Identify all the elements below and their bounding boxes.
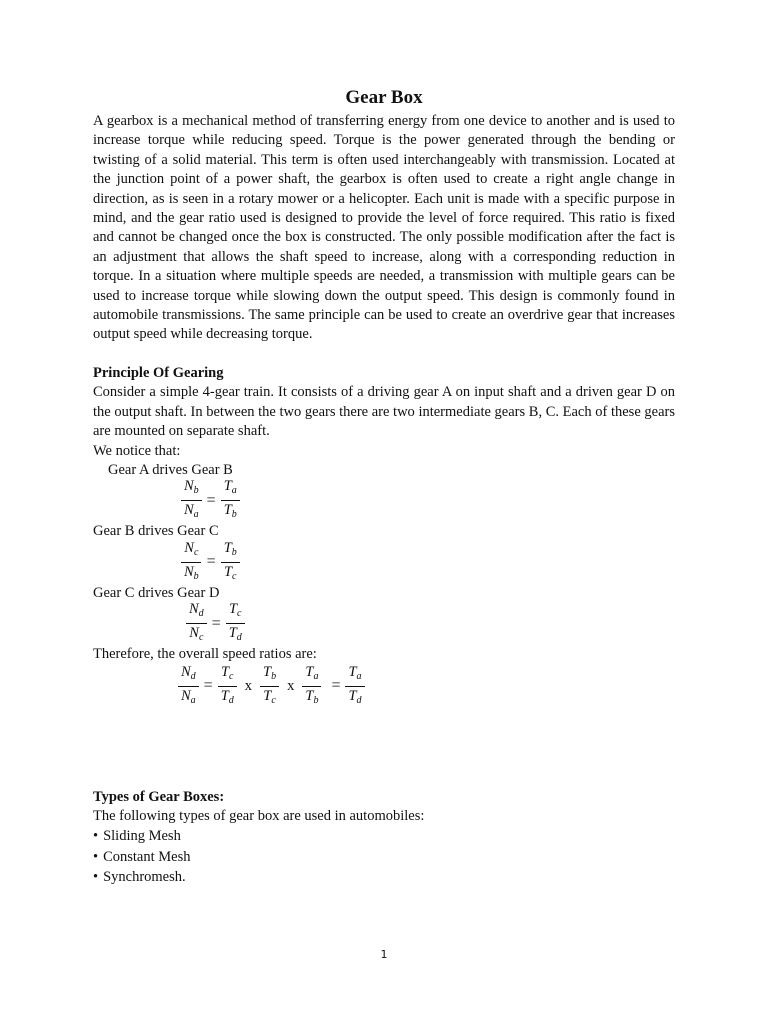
- times-sign: x: [244, 677, 253, 694]
- equation-c-d: [184, 601, 675, 646]
- principle-paragraph: Consider a simple 4-gear train. It consists of a driving gear A on input shaft and a driven gear D on the output shaft. In between the two gears there are two intermediate gears B, C. Each of these gears are mounted on separate shaft.: [93, 384, 675, 440]
- fraction-teeth: $\frac{T_c}{T_d}$: [226, 601, 245, 646]
- therefore-line: Therefore, the overall speed ratios are:: [93, 646, 317, 663]
- fraction-c-d: $\frac{T_c}{T_d}$: [218, 664, 237, 709]
- fraction-teeth: $\frac{T_a}{T_b}$: [221, 478, 240, 523]
- list-item: • Synchromesh.: [93, 867, 675, 888]
- fraction-speed: $\frac{N_b}{N_a}$: [181, 478, 202, 523]
- intro-paragraph: A gearbox is a mechanical method of transferring energy from one device to another and is used to increase torque while reducing speed. Torque is the power generated through the bending or twisting of a solid material. This term is often used interchangeably with transmission. Located at the junction point of a power shaft, the gearbox is often used to create a right angle change in direction, as is seen in a rotary mower or a helicopter. Each unit is made with a specific purpose in mind, and the gear ratio used is designed to provide the level of force required. This ratio is fixed and cannot be changed once the box is constructed. The only possible modification after the fact is an adjustment that allows the shaft speed to increase, along with a corresponding reduction in torque. In a situation where multiple speeds are needed, a transmission with multiple gears can be used to increase torque while slowing down the output speed. This design is commonly found in automobile transmissions. The same principle can be used to create an overdrive gear that increases output speed while decreasing torque.: [93, 113, 675, 343]
- equals-sign: =: [211, 614, 221, 632]
- document-page: [93, 86, 675, 888]
- types-heading: Types of Gear Boxes:: [93, 788, 225, 805]
- list-item: • Constant Mesh: [93, 847, 675, 868]
- fraction-b-c: $\frac{T_b}{T_c}$: [260, 664, 279, 709]
- step-label-a-b: Gear A drives Gear B: [108, 461, 233, 478]
- equals-sign: =: [206, 491, 216, 509]
- fraction-result: $\frac{T_a}{T_d}$: [345, 664, 364, 709]
- list-item: • Sliding Mesh: [93, 826, 675, 847]
- principle-heading: Principle Of Gearing: [93, 364, 224, 381]
- fraction-a-b: $\frac{T_a}{T_b}$: [302, 664, 321, 709]
- equals-sign: =: [203, 677, 213, 695]
- step-label-c-d: Gear C drives Gear D: [93, 584, 220, 601]
- times-sign: x: [287, 677, 295, 694]
- equals-sign: =: [331, 677, 341, 695]
- fraction-teeth: $\frac{T_b}{T_c}$: [221, 540, 240, 585]
- equals-sign: =: [206, 553, 216, 571]
- fraction-speed: $\frac{N_d}{N_c}$: [186, 601, 207, 646]
- fraction-speed: $\frac{N_c}{N_b}$: [181, 540, 202, 585]
- page-title: Gear Box: [345, 87, 423, 108]
- notice-line: We notice that:: [93, 442, 181, 459]
- equation-a-b: [179, 478, 675, 523]
- step-label-b-c: Gear B drives Gear C: [93, 523, 219, 540]
- page-number: 1: [380, 948, 388, 961]
- equation-b-c: [179, 540, 675, 585]
- fraction-overall-speed: $\frac{N_d}{N_a}$: [178, 664, 199, 709]
- gearbox-types-list: [93, 826, 675, 888]
- types-intro: The following types of gear box are used in automobiles:: [93, 807, 425, 824]
- overall-equation: [176, 664, 675, 709]
